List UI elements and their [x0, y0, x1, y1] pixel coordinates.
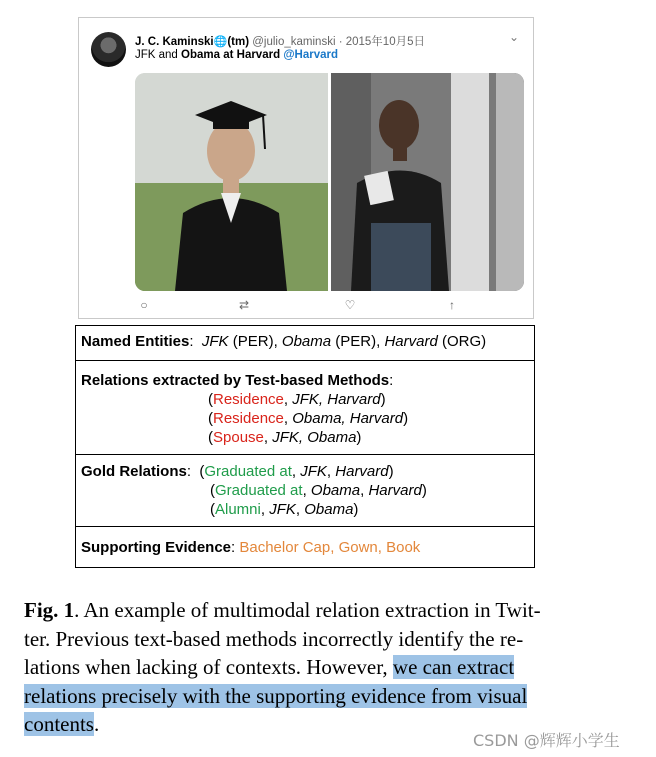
gold-relations-label: Gold Relations: [81, 463, 187, 480]
named-entities-row: Named Entities: JFK (PER), Obama (PER), Harvard (ORG): [81, 333, 487, 350]
chevron-down-icon[interactable]: ⌄: [509, 30, 520, 44]
relation-name: Spouse: [213, 429, 264, 446]
caption-highlight[interactable]: relations precisely with the supporting evidence from visual: [24, 683, 528, 708]
relation-arg1: JFK: [300, 463, 327, 480]
text-relation-item: (Spouse, JFK, Obama): [208, 429, 362, 446]
caption-end: .: [93, 712, 100, 736]
tweet-actions: [135, 298, 515, 314]
relation-name: Residence: [213, 410, 284, 427]
relations-table: [75, 325, 535, 568]
tweet-text: [135, 49, 338, 61]
entity-obama-type: (PER),: [335, 333, 381, 350]
tweet-card: [78, 17, 534, 319]
figure-label: Fig. 1: [24, 598, 75, 622]
relation-arg2: Harvard: [335, 463, 389, 480]
entity-harvard: Harvard: [384, 333, 438, 350]
entity-jfk-type: (PER),: [232, 333, 278, 350]
relation-arg2: Obama: [304, 501, 354, 518]
relation-arg1: JFK: [269, 501, 296, 518]
evidence-value: Bachelor Cap, Gown, Book: [239, 539, 421, 556]
relation-name: Alumni: [215, 501, 261, 518]
relation-args: Obama, Harvard: [292, 410, 404, 427]
caption-highlight[interactable]: contents: [24, 712, 94, 736]
relation-name: Residence: [213, 391, 284, 408]
relation-arg1: Obama: [310, 482, 361, 499]
text-relations-label: Relations extracted by Test-based Methods: [81, 372, 390, 389]
reply-icon[interactable]: ○: [140, 298, 148, 312]
caption-line3: lations when lacking of contexts. However,: [24, 655, 393, 679]
text-relation-item: (Residence, Obama, Harvard): [208, 410, 409, 427]
caption-line2: ter. Previous text-based methods incorrectly identify the re-: [24, 626, 524, 651]
photo-jfk[interactable]: [135, 73, 328, 291]
globe-icon: 🌐: [213, 36, 228, 48]
evidence-label: Supporting Evidence: [81, 539, 232, 556]
photo-obama[interactable]: [331, 73, 524, 291]
caption-line1: . An example of multimodal relation extraction in Twit-: [74, 598, 541, 622]
named-entities-label: Named Entities: [81, 333, 190, 350]
gold-relation-item: (Alumni, JFK, Obama): [210, 501, 359, 518]
relation-name: Graduated at: [204, 463, 292, 480]
evidence-row: Supporting Evidence: Bachelor Cap, Gown, Book: [76, 526, 534, 567]
relation-args: JFK, Harvard: [292, 391, 381, 408]
text-relations-row: Relations extracted by Test-based Methods: (Residence, JFK, Harvard) (Residence, Obama, Harvard) (Spouse, JFK, Obama): [76, 360, 534, 454]
author-name[interactable]: J. C. Kaminski: [135, 36, 214, 48]
tweet-mention[interactable]: @Harvard: [283, 49, 338, 61]
relation-name: Graduated at: [215, 482, 303, 499]
tweet-text-emph: Obama at Harvard: [181, 49, 281, 61]
tweet-header: [135, 33, 425, 49]
like-icon[interactable]: ♡: [344, 298, 356, 312]
gold-relations-row: Gold Relations: (Graduated at, JFK, Harvard) (Graduated at, Obama, Harvard) (Alumni, JFK, Obama): [76, 454, 534, 526]
watermark: CSDN @辉辉小学生: [473, 731, 620, 750]
entity-obama: Obama: [281, 333, 332, 350]
author-handle-date: @julio_kaminski · 2015年10月5日: [252, 36, 425, 48]
gold-relation-item: (Graduated at, Obama, Harvard): [210, 482, 427, 499]
caption-highlight[interactable]: we can extract: [392, 655, 515, 679]
entity-harvard-type: (ORG): [441, 333, 487, 350]
text-relation-item: (Residence, JFK, Harvard): [208, 391, 386, 408]
relation-args: JFK, Obama: [272, 429, 357, 446]
retweet-icon[interactable]: ⇄: [238, 298, 250, 312]
avatar[interactable]: [91, 32, 126, 67]
share-icon[interactable]: ↑: [449, 298, 455, 312]
author-suffix: (tm): [227, 36, 250, 48]
entity-jfk: JFK: [201, 333, 229, 350]
relation-arg2: Harvard: [368, 482, 422, 499]
tweet-text-prefix: JFK and: [135, 49, 182, 61]
